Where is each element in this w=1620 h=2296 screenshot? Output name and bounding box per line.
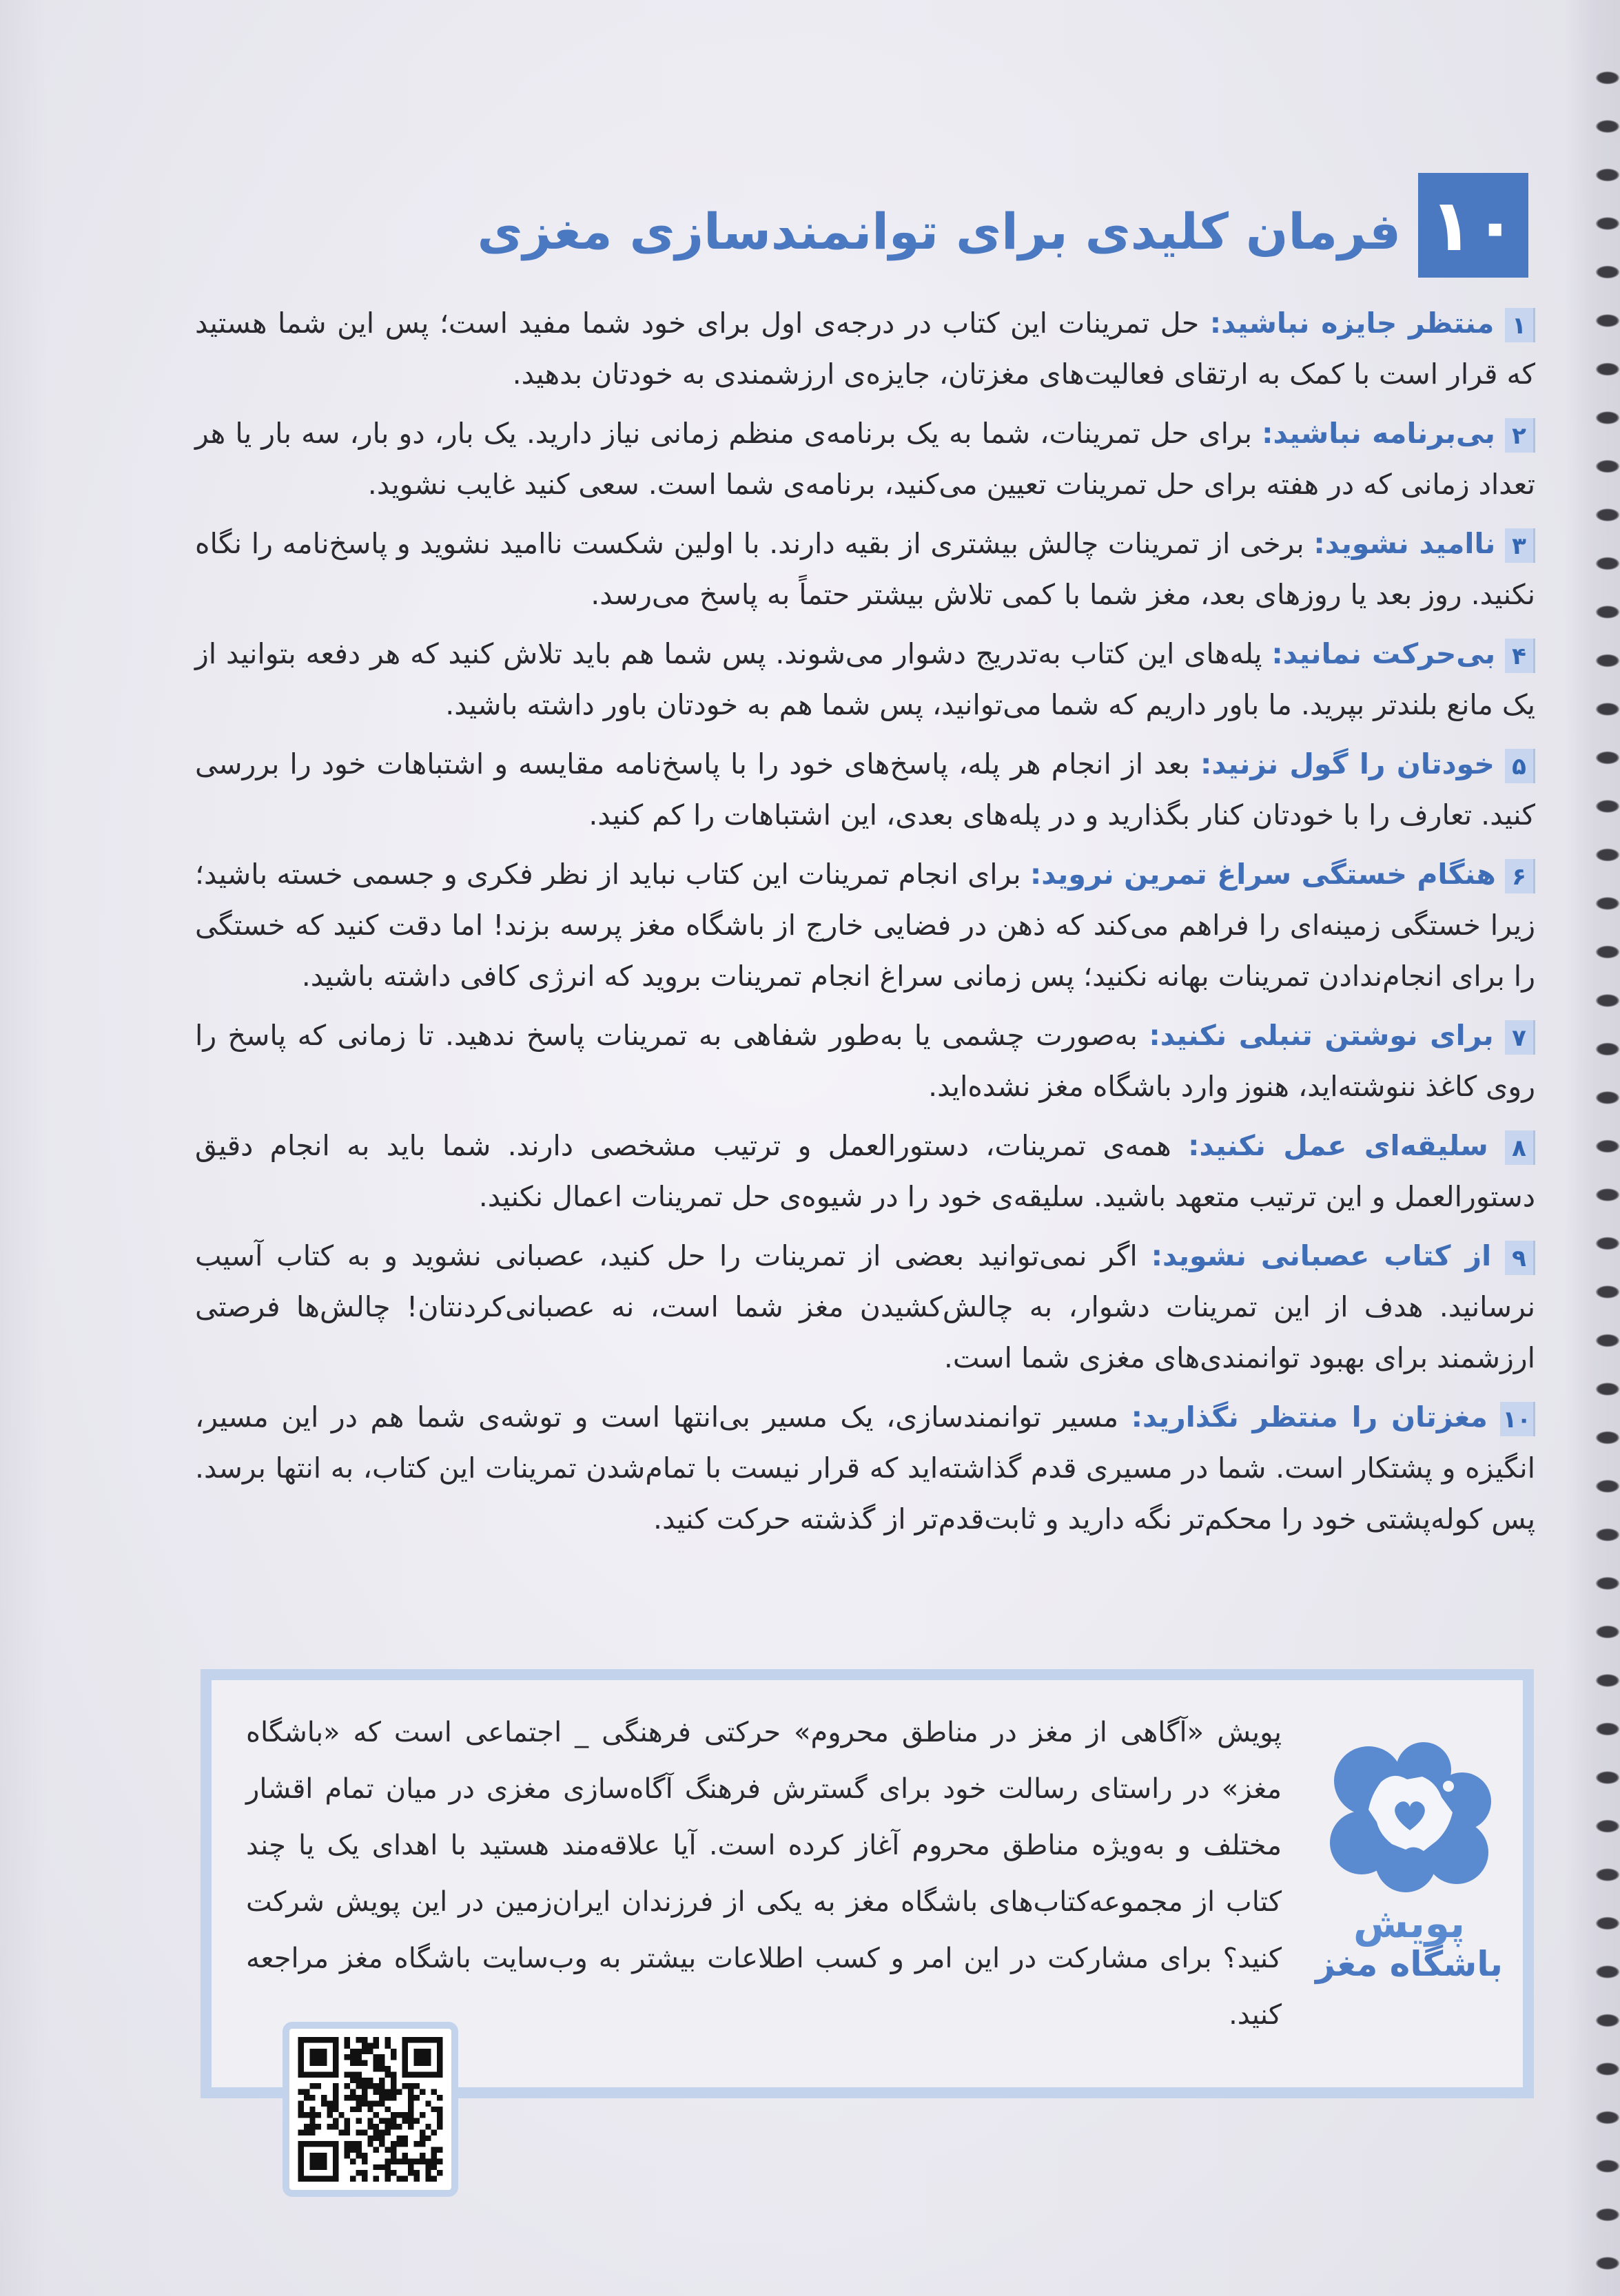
rule-text: پله‌های این کتاب به‌تدریج دشوار می‌شوند. پس شما هم باید تلاش کنید که هر دفعه بتوانید از یک مانع بلندتر بپرید. ما باور داریم که شما می‌توانید، پس شما هم به خودتان باور داشته باشید. [195,637,1535,721]
rule-text: برای حل تمرینات، شما به یک برنامه‌ی منظم زمانی نیاز دارید. یک بار، دو بار، سه بار یا هر تعداد زمانی که در هفته برای حل تمرینات تعیین می‌کنید، برنامه‌ی شما است. سعی کنید غایب نشوید. [195,417,1535,501]
rule-item [195,1010,1535,1112]
rule-text: حل تمرینات این کتاب در درجه‌ی اول برای خود شما مفید است؛ پس این شما هستید که قرار است با کمک به ارتقای فعالیت‌های مغزتان، جایزه‌ی ارزشمندی به خودتان بدهید. [195,307,1535,391]
rule-text: بعد از انجام هر پله، پاسخ‌های خود را با پاسخ‌نامه مقایسه و اشتباهات خود را بررسی کنید. تعارف را با خودتان کنار بگذارید و در پله‌های بعدی، این اشتباهات را کم کنید. [195,747,1535,831]
rule-item [195,1392,1535,1544]
rule-item [195,408,1535,510]
rule-heading: منتظر جایزه نباشید: [1209,307,1495,340]
rule-item [195,518,1535,620]
rule-heading: هنگام خستگی سراغ تمرین نروید: [1029,858,1496,891]
rule-text: برخی از تمرینات چالش بیشتری از بقیه دارند. با اولین شکست ناامید نشوید و پاسخ‌نامه را نگاه نکنید. روز بعد یا روزهای بعد، مغز شما با کمی تلاش بیشتر حتماً به پاسخ می‌رسد. [195,527,1535,611]
campaign-box [201,1669,1534,2098]
qr-finder-pattern [298,2037,339,2078]
rule-number-badge: ۵ [1505,749,1535,783]
rule-item [195,298,1535,400]
qr-finder-pattern [402,2037,443,2078]
spiral-binding [1589,54,1620,2286]
brain-club-logo [1326,1739,1494,1893]
rules-list [195,298,1535,1669]
rule-number-badge: ۳ [1505,528,1535,563]
main-content [195,298,1535,2098]
title-number-badge: ۱۰ [1418,173,1528,278]
rule-heading: خودتان را گول نزنید: [1200,747,1495,780]
rule-number-badge: ۱۰ [1500,1402,1535,1436]
qr-finder-pattern [298,2141,339,2182]
rule-item [195,1230,1535,1383]
rule-number-badge: ۸ [1505,1130,1535,1165]
campaign-text: پویش «آگاهی از مغز در مناطق محروم» حرکتی فرهنگی _ اجتماعی است که «باشگاه مغز» در راستای رسالت خود برای گسترش فرهنگ آگاه‌سازی مغزی در میان تمام اقشار مختلف و به‌ویژه مناطق محروم آغاز کرده است. آیا علاقه‌مند هستید با اهدای یک یا چند کتاب از مجموعه‌کتاب‌های باشگاه مغز به یکی از فرزندان ایران‌زمین در این پویش شرکت کنید؟ برای مشارکت در این امر و کسب اطلاعات بیشتر به وب‌سایت باشگاه مغز مراجعه کنید. [246,1717,1282,2031]
rule-text: به‌صورت چشمی یا به‌طور شفاهی به تمرینات پاسخ ندهید. تا زمانی که پاسخ را روی کاغذ ننوشته‌اید، هنوز وارد باشگاه مغز نشده‌اید. [195,1019,1535,1103]
rule-text: اگر نمی‌توانید بعضی از تمرینات را حل کنید، عصبانی نشوید و به کتاب آسیب نرسانید. هدف از این تمرینات دشوار، به چالش‌کشیدن مغز شما است، نه عصبانی‌کردنتان! چالش‌ها فرصتی ارزشمند برای بهبود توانمندی‌های مغزی شما است. [195,1239,1535,1374]
logo-subtitle: باشگاه مغز [1315,1944,1503,1984]
rule-item [195,628,1535,730]
rule-text: مسیر توانمندسازی، یک مسیر بی‌انتها است و توشه‌ی شما هم در این مسیر، انگیزه و پشتکار است. شما در مسیری قدم گذاشته‌اید که قرار نیست با تمام‌شدن تمرینات این کتاب، به انتها برسد. پس کوله‌پشتی خود را محکم‌تر نگه دارید و ثابت‌قدم‌تر از گذشته حرکت کنید. [195,1400,1535,1535]
rule-item [195,738,1535,840]
rule-item [195,1120,1535,1222]
rule-heading: از کتاب عصبانی نشوید: [1151,1239,1492,1272]
logo-title: پویش [1353,1900,1465,1947]
rule-heading: بی‌حرکت نمانید: [1271,637,1496,670]
rule-heading: سلیقه‌ای عمل نکنید: [1188,1129,1488,1162]
rule-text: همه‌ی تمرینات، دستورالعمل و ترتیب مشخصی دارند. شما باید به انجام دقیق دستورالعمل و این ترتیب متعهد باشید. سلیقه‌ی خود را در شیوه‌ی حل تمرینات اعمال نکنید. [195,1129,1535,1213]
rule-heading: ناامید نشوید: [1313,527,1496,560]
rule-number-badge: ۶ [1505,859,1535,893]
rule-text: برای انجام تمرینات این کتاب نباید از نظر فکری و جسمی خسته باشید؛ زیرا خستگی زمینه‌ای را فراهم می‌کند که ذهن در فضایی خارج از باشگاه مغز پرسه بزند! اما دقت کنید که خستگی را برای انجام‌ندادن تمرینات بهانه نکنید؛ پس زمانی سراغ انجام تمرینات بروید که انرژی کافی داشته باشید. [195,858,1535,993]
rule-heading: بی‌برنامه نباشید: [1262,417,1495,450]
qr-code [283,2022,458,2197]
rule-number-badge: ۱ [1505,308,1535,342]
rule-number-badge: ۷ [1505,1020,1535,1055]
rule-heading: مغزتان را منتظر نگذارید: [1131,1400,1488,1434]
rule-number-badge: ۹ [1505,1241,1535,1275]
qr-code-graphic [298,2037,443,2182]
logo-dot [1443,1781,1454,1792]
rule-heading: برای نوشتن تنبلی نکنید: [1149,1019,1494,1052]
rule-number-badge: ۲ [1505,418,1535,453]
rule-item [195,849,1535,1002]
page-title: فرمان کلیدی برای توانمندسازی مغزی [477,203,1401,260]
rule-number-badge: ۴ [1505,639,1535,673]
